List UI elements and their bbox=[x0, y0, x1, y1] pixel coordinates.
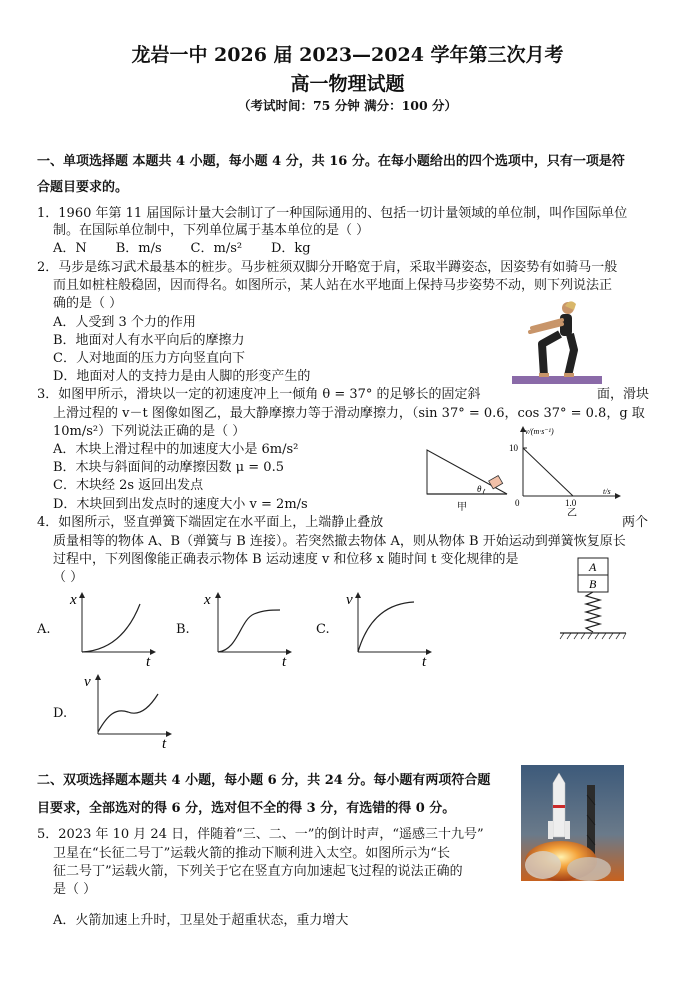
q2-option-c: C．人对地面的压力方向竖直向下 bbox=[53, 351, 245, 366]
q4-graph-b bbox=[198, 590, 298, 670]
q4-stem-line1b: 两个 bbox=[622, 515, 649, 530]
graph-b-axis-t: t bbox=[282, 654, 287, 670]
rocket-photo bbox=[521, 765, 624, 881]
q4-stem-line1a: 4．如图所示，竖直弹簧下端固定在水平面上，上端静止叠放 bbox=[37, 515, 384, 530]
q5-stem-line3: 征二号丁”运载火箭，下列关于它在竖直方向加速起飞过程的说法正确的 bbox=[53, 864, 463, 879]
q2-option-a: A．人受到 3 个力的作用 bbox=[53, 315, 196, 330]
vt-tick-1: 1.0 bbox=[565, 498, 577, 508]
vt-axis-t: t/s bbox=[603, 487, 611, 496]
q5-stem-line1: 5．2023 年 10 月 24 日，伴随着“三、二、一”的倒计时声，“遥感三十九号” bbox=[37, 827, 484, 842]
q4-option-a-label: A. bbox=[37, 622, 51, 637]
q1-options: A．N B．m/s C．m/s² D．kg bbox=[53, 241, 311, 256]
yoga-mat bbox=[512, 376, 602, 384]
q4-option-d-label: D. bbox=[53, 706, 68, 721]
q4-stem-line4: （ ） bbox=[53, 570, 84, 585]
q3-stem-line1b: 面，滑块 bbox=[597, 387, 650, 402]
q3-stem-line3: 10m/s²）下列说法正确的是（ ） bbox=[53, 424, 246, 439]
q3-option-d: D．木块回到出发点时的速度大小 v = 2m/s bbox=[53, 497, 308, 512]
q3-stem-line1a: 3．如图甲所示，滑块以一定的初速度冲上一倾角 θ = 37° 的足够长的固定斜 bbox=[37, 387, 481, 402]
q2-option-b: B．地面对人有水平向后的摩擦力 bbox=[53, 333, 245, 348]
q3-stem-line2: 上滑过程的 v－t 图像如图乙，最大静摩擦力等于滑动摩擦力，（sin 37° = 0.6，cos 37° = 0.8，g 取 bbox=[53, 406, 645, 421]
spring-blocks-figure bbox=[558, 556, 628, 642]
section2-heading-line2: 目要求，全部选对的得 6 分，选对但不全的得 3 分，有选错的得 0 分。 bbox=[37, 801, 456, 816]
graph-d-axis-t: t bbox=[162, 736, 167, 752]
fig-label-jia: 甲 bbox=[457, 502, 467, 513]
q4-stem-line2: 质量相等的物体 A、B（弹簧与 B 连接）。若突然撤去物体 A，则从物体 B 开始运动到弹簧恢复原长 bbox=[53, 534, 626, 549]
q4-graph-d bbox=[78, 672, 178, 752]
q5-stem-line4: 是（ ） bbox=[53, 882, 97, 897]
q2-stem-line3: 确的是（ ） bbox=[53, 296, 123, 311]
section2-heading-line1: 二、双项选择题本题共 4 小题，每小题 6 分，共 24 分。每小题有两项符合题 bbox=[37, 773, 491, 788]
graph-c-axis-t: t bbox=[422, 654, 427, 670]
vt-tick-0: 0 bbox=[515, 498, 520, 508]
q1-stem-line2: 制。在国际单位制中，下列单位属于基本单位的是（ ） bbox=[53, 223, 370, 238]
q2-stem-line2: 而且如桩柱般稳固，因而得名。如图所示，某人站在水平地面上保持马步姿势不动，则下列说法正 bbox=[53, 278, 613, 293]
vt-line bbox=[523, 448, 573, 496]
q3-option-c: C．木块经 2s 返回出发点 bbox=[53, 478, 204, 493]
q4-stem-line3: 过程中，下列图像能正确表示物体 B 运动速度 v 和位移 x 随时间 t 变化规律的是 bbox=[53, 552, 519, 567]
theta-label: θ bbox=[477, 484, 482, 494]
block-b-label: B bbox=[589, 577, 597, 591]
vt-axis-v: v/(m·s⁻¹) bbox=[525, 427, 554, 436]
q2-option-d: D．地面对人的支持力是由人脚的形变产生的 bbox=[53, 369, 311, 384]
section1-heading-line1: 一、单项选择题 本题共 4 小题，每小题 4 分，共 16 分。在每小题给出的四个选项中，只有一项是符 bbox=[37, 154, 625, 169]
graph-d-axis-v: v bbox=[84, 674, 91, 690]
fig-label-yi: 乙 bbox=[567, 508, 577, 516]
vt-graph bbox=[505, 424, 623, 516]
q5-stem-line2: 卫星在“长征二号丁”运载火箭的推动下顺利进入太空。如图所示为“长 bbox=[53, 846, 450, 861]
section1-heading-line2: 合题目要求的。 bbox=[37, 180, 129, 195]
q4-option-c-label: C. bbox=[316, 622, 330, 637]
graph-a-axis-x: x bbox=[70, 592, 77, 608]
q3-option-b: B．木块与斜面间的动摩擦因数 μ = 0.5 bbox=[53, 460, 284, 475]
q5-option-a: A．火箭加速上升时，卫星处于超重状态，重力增大 bbox=[53, 913, 349, 928]
graph-a-axis-t: t bbox=[146, 654, 151, 670]
spring-icon bbox=[586, 592, 600, 632]
q4-graph-a bbox=[62, 590, 162, 670]
horse-stance-figure bbox=[512, 298, 602, 386]
exam-info: （考试时间：75 分钟 满分：100 分） bbox=[237, 98, 458, 113]
q2-stem-line1: 2．马步是练习武术最基本的桩步。马步桩须双脚分开略宽于肩，采取半蹲姿态，因姿势有如骑马一般 bbox=[37, 260, 618, 275]
graph-b-axis-x: x bbox=[204, 592, 211, 608]
vt-tick-10: 10 bbox=[509, 443, 518, 453]
incline-figure bbox=[425, 442, 510, 514]
exam-subtitle: 高一物理试题 bbox=[290, 73, 405, 95]
q1-stem-line1: 1．1960 年第 11 届国际计量大会制订了一种国际通用的、包括一切计量领域的单位制，叫作国际单位 bbox=[37, 206, 628, 221]
q4-graph-c bbox=[338, 590, 438, 670]
exam-title: 龙岩一中 2026 届 2023—2024 学年第三次月考 bbox=[131, 44, 564, 66]
graph-c-axis-v: v bbox=[346, 592, 353, 608]
block-a-label: A bbox=[589, 560, 597, 574]
q3-option-a: A．木块上滑过程中的加速度大小是 6m/s² bbox=[53, 442, 299, 457]
person-icon bbox=[530, 301, 576, 377]
slider-block bbox=[489, 476, 503, 489]
q4-option-b-label: B. bbox=[176, 622, 190, 637]
